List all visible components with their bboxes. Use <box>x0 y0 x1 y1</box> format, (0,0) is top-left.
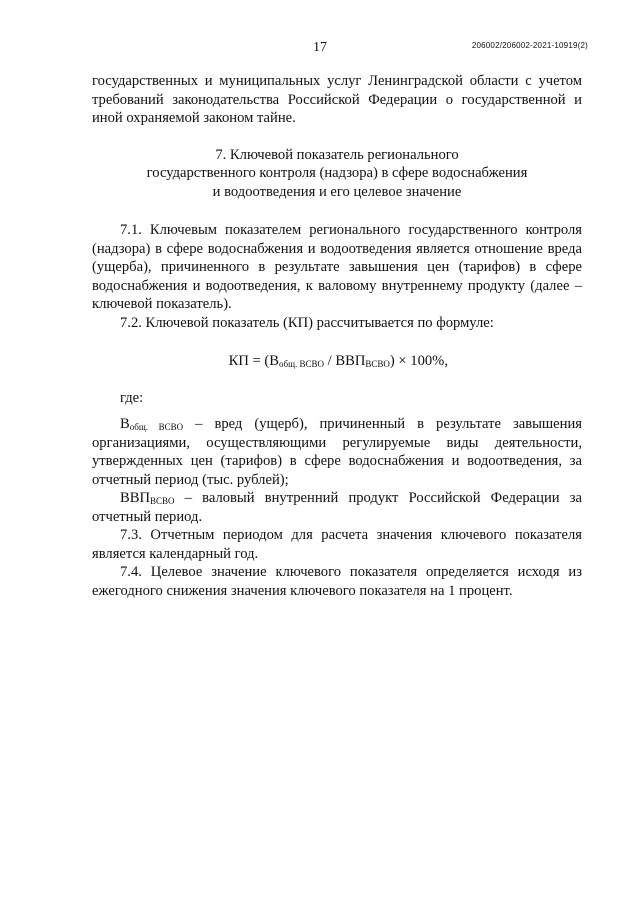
paragraph-7-1: 7.1. Ключевым показателем регионального государственного контроля (надзора) в сфере водоснабжения и водоотведения является отношение вреда (ущерба), причиненного в результате завышения цен (тарифов) в сфере водоснабжения и водоотведения, к валовому внутреннему продукту (далее – ключевой показатель). <box>92 222 582 312</box>
document-body <box>92 72 582 600</box>
formula-mid: / ВВП <box>324 353 366 369</box>
definition-subscript: общ. ВСВО <box>129 422 184 432</box>
section-title <box>92 146 582 202</box>
definition-harm <box>92 415 582 489</box>
formula-lhs: КП = (В <box>228 353 279 369</box>
definition-text: – вред (ущерб), причиненный в результате завышения организациями, осуществляющими регулируемые виды деятельности, утвержденных цен (тарифов) в сфере водоснабжения и водоотведения, за отчетный период (тыс. рублей); <box>92 416 582 488</box>
paragraph-7-3: 7.3. Отчетным периодом для расчета значения ключевого показателя является календарный год. <box>92 527 582 562</box>
formula-subscript: ВСВО <box>365 359 390 369</box>
page-number: 17 <box>313 40 327 55</box>
definition-text: – валовый внутренний продукт Российской Федерации за отчетный период. <box>92 490 582 525</box>
section-title-line: государственного контроля (надзора) в сфере водоснабжения <box>146 165 528 181</box>
definition-gdp <box>92 489 582 526</box>
document-code: 206002/206002-2021-10919(2) <box>471 41 588 50</box>
formula-rhs: ) × 100%, <box>389 353 448 369</box>
definition-symbol: В <box>120 416 130 432</box>
section-title-line: 7. Ключевой показатель регионального <box>215 146 459 163</box>
definition-symbol: ВВП <box>120 490 151 506</box>
definition-subscript: ВСВО <box>150 496 175 506</box>
formula-subscript: общ. ВСВО <box>279 359 325 369</box>
formula <box>92 352 582 371</box>
intro-paragraph: государственных и муниципальных услуг Ленинградской области с учетом требований законодательства Российской Федерации о государственной и иной охраняемой законом тайне. <box>92 73 582 126</box>
where-label: где: <box>120 389 144 406</box>
section-title-line: и водоотведения и его целевое значение <box>212 183 462 200</box>
paragraph-7-4: 7.4. Целевое значение ключевого показателя определяется исходя из ежегодного снижения значения ключевого показателя на 1 процент. <box>92 564 582 599</box>
paragraph-7-2: 7.2. Ключевой показатель (КП) рассчитывается по формуле: <box>120 314 494 331</box>
